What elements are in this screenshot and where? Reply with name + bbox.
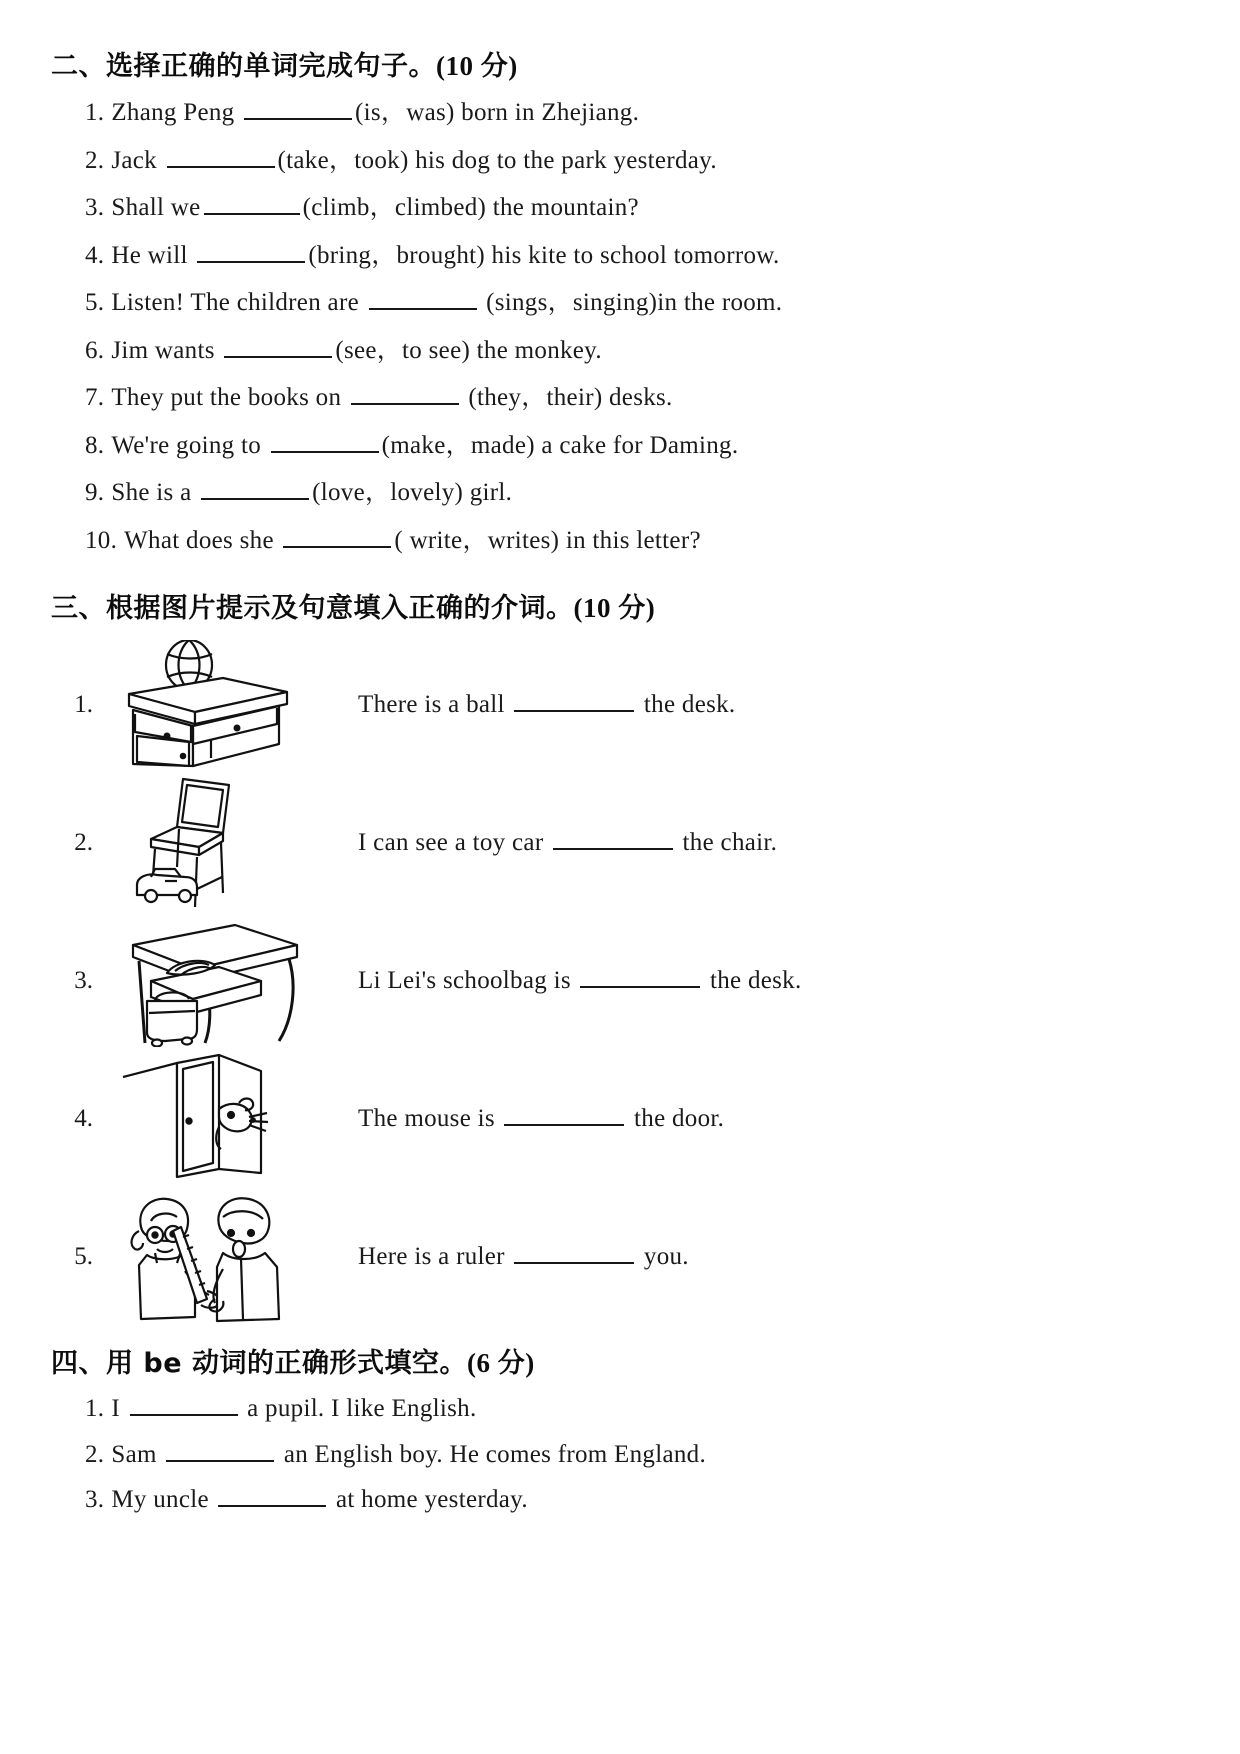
question-item: [45, 327, 1180, 375]
picture-question-item: [45, 915, 1180, 1047]
question-text: [111, 148, 717, 174]
question-suffix: at home yesterday.: [329, 1486, 528, 1513]
question-number: 9.: [85, 479, 105, 506]
schoolbag-under-desk-illustration: [103, 915, 318, 1047]
question-number: 1.: [85, 1395, 105, 1422]
question-number: 8.: [85, 431, 105, 459]
question-prefix: My uncle: [111, 1486, 216, 1513]
picture-question-number: 1.: [74, 691, 93, 718]
question-number: 3.: [85, 194, 105, 221]
section-four-question-list: [45, 1386, 1180, 1523]
question-suffix: (climb，climbed) the mountain?: [302, 194, 639, 221]
section-two-question-list: [45, 89, 1180, 564]
sentence-prefix: The mouse is: [358, 1105, 502, 1132]
question-prefix: We're going to: [111, 431, 268, 459]
answer-blank[interactable]: [224, 339, 332, 358]
section-three: [45, 586, 1180, 1323]
section-three-title: 根据图片提示及句意填入正确的介词。: [106, 593, 574, 624]
ball-on-desk-illustration: [103, 639, 318, 771]
question-item: [45, 137, 1180, 185]
sentence-suffix: the chair.: [676, 829, 778, 856]
question-item: [45, 89, 1180, 137]
answer-blank[interactable]: [204, 196, 300, 215]
question-item: [45, 469, 1180, 517]
section-four-heading: [51, 1341, 1180, 1380]
answer-blank[interactable]: [514, 1245, 634, 1264]
answer-blank[interactable]: [580, 969, 700, 988]
girl-giving-ruler-to-boy-illustration: [103, 1191, 318, 1323]
question-suffix: (bring，brought) his kite to school tomorrow.: [308, 241, 780, 269]
answer-blank[interactable]: [197, 244, 305, 263]
question-number: 10.: [85, 526, 118, 554]
question-suffix: (love，lovely) girl.: [312, 479, 513, 506]
question-suffix: ( write，writes) in this letter?: [394, 526, 701, 554]
mouse-behind-door-illustration: [103, 1053, 318, 1185]
picture-question-item: [45, 1191, 1180, 1323]
question-prefix: She is a: [111, 479, 199, 506]
question-number: 4.: [85, 241, 105, 269]
answer-blank[interactable]: [271, 434, 379, 453]
question-number: 5.: [85, 289, 105, 316]
question-item: [45, 184, 1180, 232]
picture-question-number: 3.: [74, 967, 93, 994]
question-prefix: Sam: [111, 1440, 164, 1468]
question-prefix: I: [111, 1395, 127, 1422]
question-item: [45, 422, 1180, 470]
sentence-prefix: Here is a ruler: [358, 1243, 512, 1270]
question-text: [111, 290, 782, 316]
section-two: [45, 44, 1180, 564]
question-item: [45, 232, 1180, 280]
section-two-number: 二、: [51, 51, 106, 82]
question-prefix: They put the books on: [111, 384, 348, 411]
answer-blank[interactable]: [351, 386, 459, 405]
question-suffix: (take，took) his dog to the park yesterday.: [277, 146, 717, 174]
section-two-score: (10 分): [436, 51, 518, 81]
question-text: [111, 385, 672, 411]
question-text: [111, 1442, 706, 1468]
section-three-number: 三、: [51, 593, 106, 624]
section-two-title: 选择正确的单词完成句子。: [106, 51, 436, 82]
answer-blank[interactable]: [369, 291, 477, 310]
question-suffix: (sings，singing)in the room.: [479, 289, 783, 316]
sentence-prefix: Li Lei's schoolbag is: [358, 967, 578, 994]
section-three-heading: [51, 586, 1180, 625]
picture-question-list: [45, 639, 1180, 1323]
toy-car-under-chair-illustration: [103, 777, 318, 909]
question-suffix: (they，their) desks.: [461, 384, 673, 411]
answer-blank[interactable]: [166, 1443, 274, 1462]
question-number: 3.: [85, 1486, 105, 1513]
question-text: [111, 433, 738, 459]
answer-blank[interactable]: [218, 1488, 326, 1507]
question-prefix: What does she: [124, 526, 281, 554]
section-four-number: 四、: [51, 1348, 106, 1379]
question-item: [45, 279, 1180, 327]
question-text: [111, 100, 639, 126]
question-number: 6.: [85, 336, 105, 364]
question-prefix: Zhang Peng: [111, 99, 242, 126]
picture-question-number: 4.: [74, 1105, 93, 1132]
picture-question-sentence: [358, 691, 735, 719]
sentence-suffix: the door.: [627, 1105, 725, 1132]
picture-question-item: [45, 639, 1180, 771]
picture-question-sentence: [358, 1243, 689, 1271]
question-suffix: (see，to see) the monkey.: [335, 336, 602, 364]
question-prefix: Jim wants: [111, 336, 222, 364]
section-four-title: 用 be 动词的正确形式填空。: [106, 1348, 467, 1379]
picture-question-sentence: [358, 967, 802, 995]
question-text: [111, 243, 779, 269]
question-text: [111, 480, 512, 506]
picture-question-item: [45, 777, 1180, 909]
question-item: [45, 1386, 1180, 1432]
question-text: [111, 1487, 528, 1513]
question-suffix: a pupil. I like English.: [240, 1395, 477, 1422]
section-four-score: (6 分): [466, 1348, 535, 1378]
question-text: [124, 528, 701, 554]
question-item: [45, 517, 1180, 565]
answer-blank[interactable]: [201, 481, 309, 500]
sentence-suffix: the desk.: [637, 691, 736, 718]
question-prefix: Shall we: [111, 194, 201, 221]
question-prefix: He will: [111, 241, 195, 269]
sentence-prefix: I can see a toy car: [358, 829, 550, 856]
question-number: 2.: [85, 1440, 105, 1468]
picture-question-sentence: [358, 829, 777, 857]
question-number: 7.: [85, 384, 105, 411]
picture-question-number: 5.: [74, 1243, 93, 1270]
question-suffix: an English boy. He comes from England.: [277, 1440, 707, 1468]
question-item: [45, 1432, 1180, 1478]
answer-blank[interactable]: [283, 529, 391, 548]
question-item: [45, 1477, 1180, 1523]
answer-blank[interactable]: [244, 101, 352, 120]
question-text: [111, 338, 602, 364]
picture-question-item: [45, 1053, 1180, 1185]
question-suffix: (is，was) born in Zhejiang.: [355, 99, 640, 126]
answer-blank[interactable]: [130, 1397, 238, 1416]
section-three-score: (10 分): [573, 593, 656, 623]
picture-question-number: 2.: [74, 829, 93, 856]
question-text: [111, 1396, 476, 1422]
question-prefix: Jack: [111, 146, 164, 174]
section-two-heading: [51, 44, 1180, 83]
question-text: [111, 195, 639, 221]
picture-question-sentence: [358, 1105, 724, 1133]
answer-blank[interactable]: [504, 1107, 624, 1126]
answer-blank[interactable]: [167, 149, 275, 168]
sentence-suffix: you.: [637, 1243, 689, 1270]
sentence-prefix: There is a ball: [358, 691, 512, 718]
answer-blank[interactable]: [553, 831, 673, 850]
question-prefix: Listen! The children are: [111, 289, 366, 316]
section-four: [45, 1341, 1180, 1523]
question-number: 2.: [85, 146, 105, 174]
answer-blank[interactable]: [514, 693, 634, 712]
question-number: 1.: [85, 99, 105, 126]
question-suffix: (make，made) a cake for Daming.: [381, 431, 739, 459]
question-item: [45, 374, 1180, 422]
sentence-suffix: the desk.: [703, 967, 802, 994]
